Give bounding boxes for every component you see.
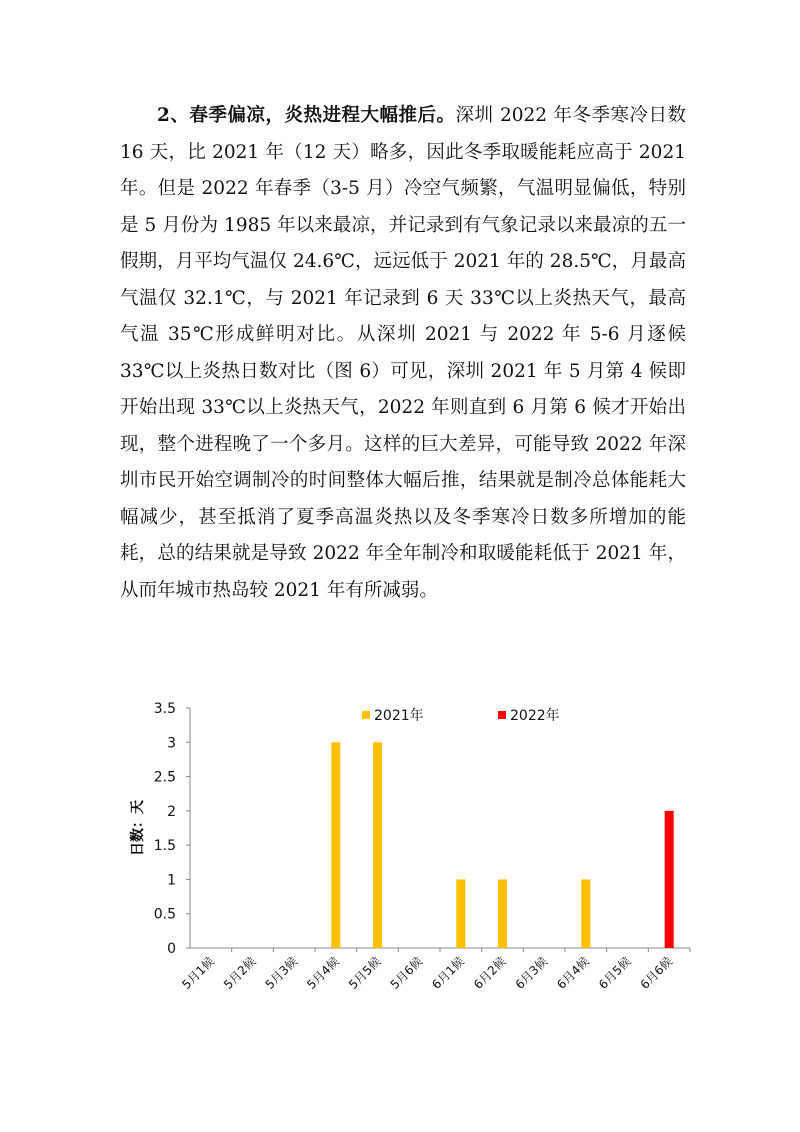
x-tick-label: 5月6候 [387, 954, 426, 992]
legend-label: 2022年 [510, 708, 560, 724]
x-tick-label: 5月1候 [179, 954, 217, 992]
body-paragraph [120, 98, 686, 609]
x-axis-ticks [179, 948, 690, 992]
plot-area [190, 708, 690, 948]
bar [581, 879, 590, 948]
bar [498, 879, 507, 948]
x-tick-label: 5月3候 [262, 954, 301, 992]
y-tick-label: 2.5 [153, 769, 176, 786]
y-tick-label: 0 [167, 941, 176, 957]
x-tick-label: 6月2候 [470, 954, 509, 992]
y-tick-label: 3 [167, 735, 176, 752]
x-tick-label: 6月5候 [595, 954, 634, 992]
hot-days-bar-chart [100, 690, 700, 1020]
legend-swatch [498, 711, 506, 719]
bar [331, 742, 340, 948]
legend-swatch [362, 711, 370, 719]
bar [373, 742, 382, 948]
y-tick-label: 1 [167, 872, 176, 889]
x-tick-label: 6月3候 [512, 954, 551, 992]
x-tick-label: 6月1候 [429, 954, 467, 992]
x-tick-label: 5月5候 [345, 954, 384, 992]
paragraph-heading: 2、春季偏凉，炎热进程大幅推后。 [157, 105, 456, 126]
y-tick-label: 2 [167, 803, 176, 820]
legend-label: 2021年 [374, 708, 424, 724]
y-tick-label: 3.5 [153, 701, 176, 717]
paragraph-body: 深圳 2022 年冬季寒冷日数 16 天，比 2021 年（12 天）略多，因此冬季取暖能耗应高于 2021 年。但是 2022 年春季（3-5 月）冷空气频繁，气温明显偏低，特别是 5 月份为 1985 年以来最凉，并记录到有气象记录以来最凉的五一假期，月平均气温仅 24.6℃，远远低于 2021 年的 28.5℃，月最高气温仅 32.1℃，与 2021 年记录到 6 天 33℃以上炎热天气，最高气温 35℃形成鲜明对比。从深圳 2021 与 2022 年 5-6 月逐候 33℃以上炎热日数对比（图 6）可见，深圳 2021 年 5 月第 4 候即开始出现 33℃以上炎热天气，2022 年则直到 6 月第 6 候才开始出现，整个进程晚了一个多月。这样的巨大差异，可能导致 2022 年深圳市民开始空调制冷的时间整体大幅后推，结果就是制冷总体能耗大幅减少，甚至抵消了夏季高温炎热以及冬季寒冷日数多所增加的能耗，总的结果就是导致 2022 年全年制冷和取暖能耗低于 2021 年，从而年城市热岛较 2021 年有所减弱。 [120, 105, 686, 601]
bar [665, 811, 674, 948]
chart-legend [362, 707, 560, 724]
y-axis-ticks [154, 701, 190, 957]
y-tick-label: 1.5 [153, 838, 176, 855]
y-tick-label: 0.5 [153, 906, 176, 923]
x-tick-label: 5月2候 [220, 954, 259, 992]
x-tick-label: 5月4候 [304, 954, 342, 992]
y-axis-label: 日数：天 [130, 800, 146, 856]
x-tick-label: 6月4候 [554, 954, 592, 992]
bar [456, 879, 465, 948]
x-tick-label: 6月6候 [637, 954, 676, 992]
